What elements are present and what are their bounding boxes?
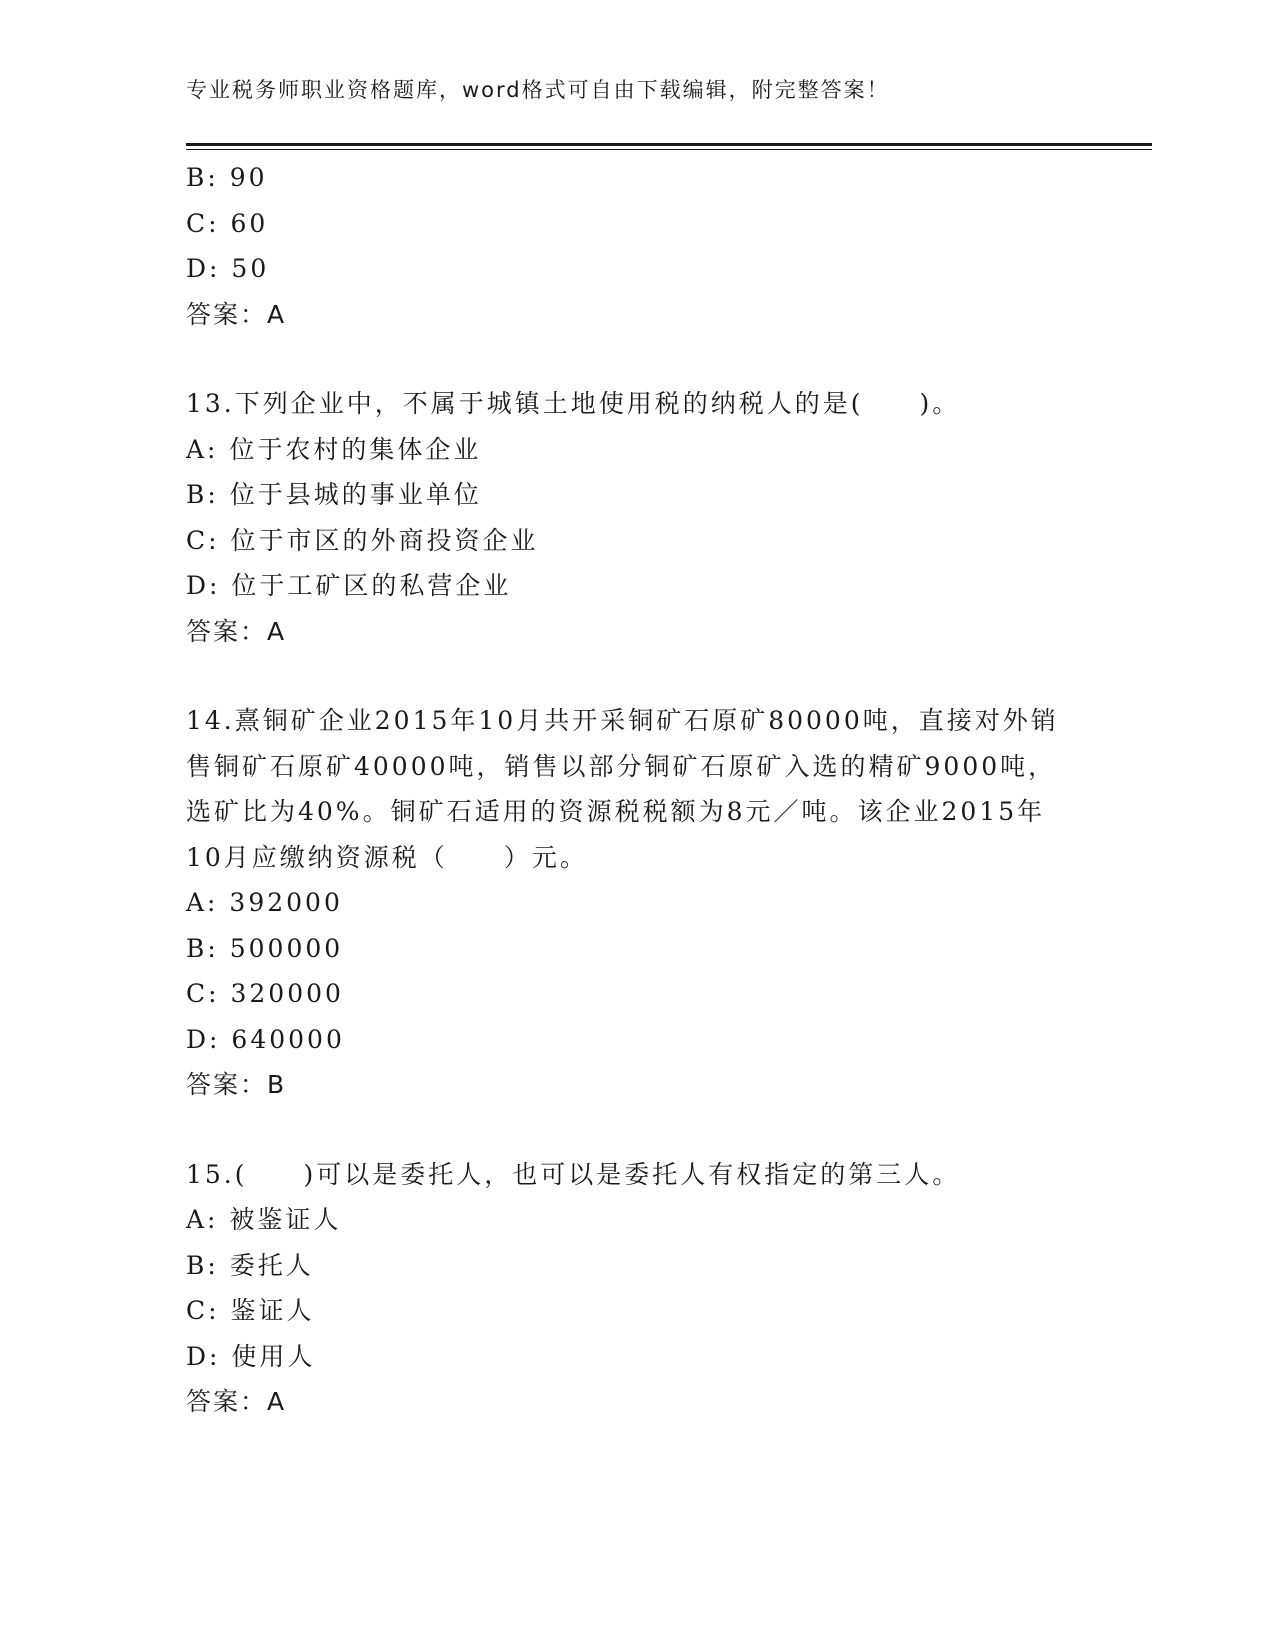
option-d: D: 50 bbox=[186, 254, 270, 283]
option-c: C: 60 bbox=[186, 208, 269, 238]
question-list bbox=[186, 155, 1086, 1425]
option-b: B: 90 bbox=[186, 163, 268, 192]
question-13 bbox=[186, 381, 1086, 654]
option-c: C: 位于市区的外商投资企业 bbox=[186, 525, 539, 555]
option-b: B: 500000 bbox=[186, 933, 344, 963]
question-stem-line: 14.熹铜矿企业2015年10月共开采铜矿石原矿80000吨，直接对外销 bbox=[186, 706, 1059, 735]
option-b: B: 位于县城的事业单位 bbox=[186, 480, 482, 509]
answer: 答案：B bbox=[186, 1070, 287, 1099]
spacer bbox=[186, 337, 1086, 381]
spacer bbox=[186, 654, 1086, 698]
option-b: B: 委托人 bbox=[186, 1250, 314, 1280]
option-a: A: 位于农村的集体企业 bbox=[186, 434, 482, 464]
question-stem: 13.下列企业中，不属于城镇土地使用税的纳税人的是( )。 bbox=[186, 389, 961, 418]
question-14 bbox=[186, 698, 1086, 1108]
option-d: D: 使用人 bbox=[186, 1341, 316, 1371]
page-header: 专业税务师职业资格题库，word格式可自由下载编辑，附完整答案！ bbox=[186, 78, 890, 102]
question-15 bbox=[186, 1152, 1086, 1425]
question-stem-line: 售铜矿石原矿40000吨，销售以部分铜矿石原矿入选的精矿9000吨， bbox=[186, 751, 1057, 781]
header-rule-thick bbox=[186, 143, 1152, 146]
option-d: D: 640000 bbox=[186, 1024, 345, 1054]
answer: 答案：A bbox=[186, 616, 287, 646]
answer: 答案：A bbox=[186, 299, 287, 329]
option-a: A: 392000 bbox=[186, 888, 343, 917]
option-c: C: 320000 bbox=[186, 979, 344, 1008]
question-stem-line: 选矿比为40%。铜矿石适用的资源税税额为8元／吨。该企业2015年 bbox=[186, 797, 1046, 826]
option-a: A: 被鉴证人 bbox=[186, 1205, 342, 1234]
option-c: C: 鉴证人 bbox=[186, 1296, 315, 1325]
question-12-tail bbox=[186, 155, 1086, 337]
question-stem: 15.( )可以是委托人，也可以是委托人有权指定的第三人。 bbox=[186, 1159, 961, 1189]
answer: 答案：A bbox=[186, 1387, 287, 1416]
spacer bbox=[186, 1108, 1086, 1152]
question-stem-line: 10月应缴纳资源税（ ）元。 bbox=[186, 842, 588, 872]
header-rule-thin bbox=[186, 149, 1152, 150]
option-d: D: 位于工矿区的私营企业 bbox=[186, 571, 512, 600]
